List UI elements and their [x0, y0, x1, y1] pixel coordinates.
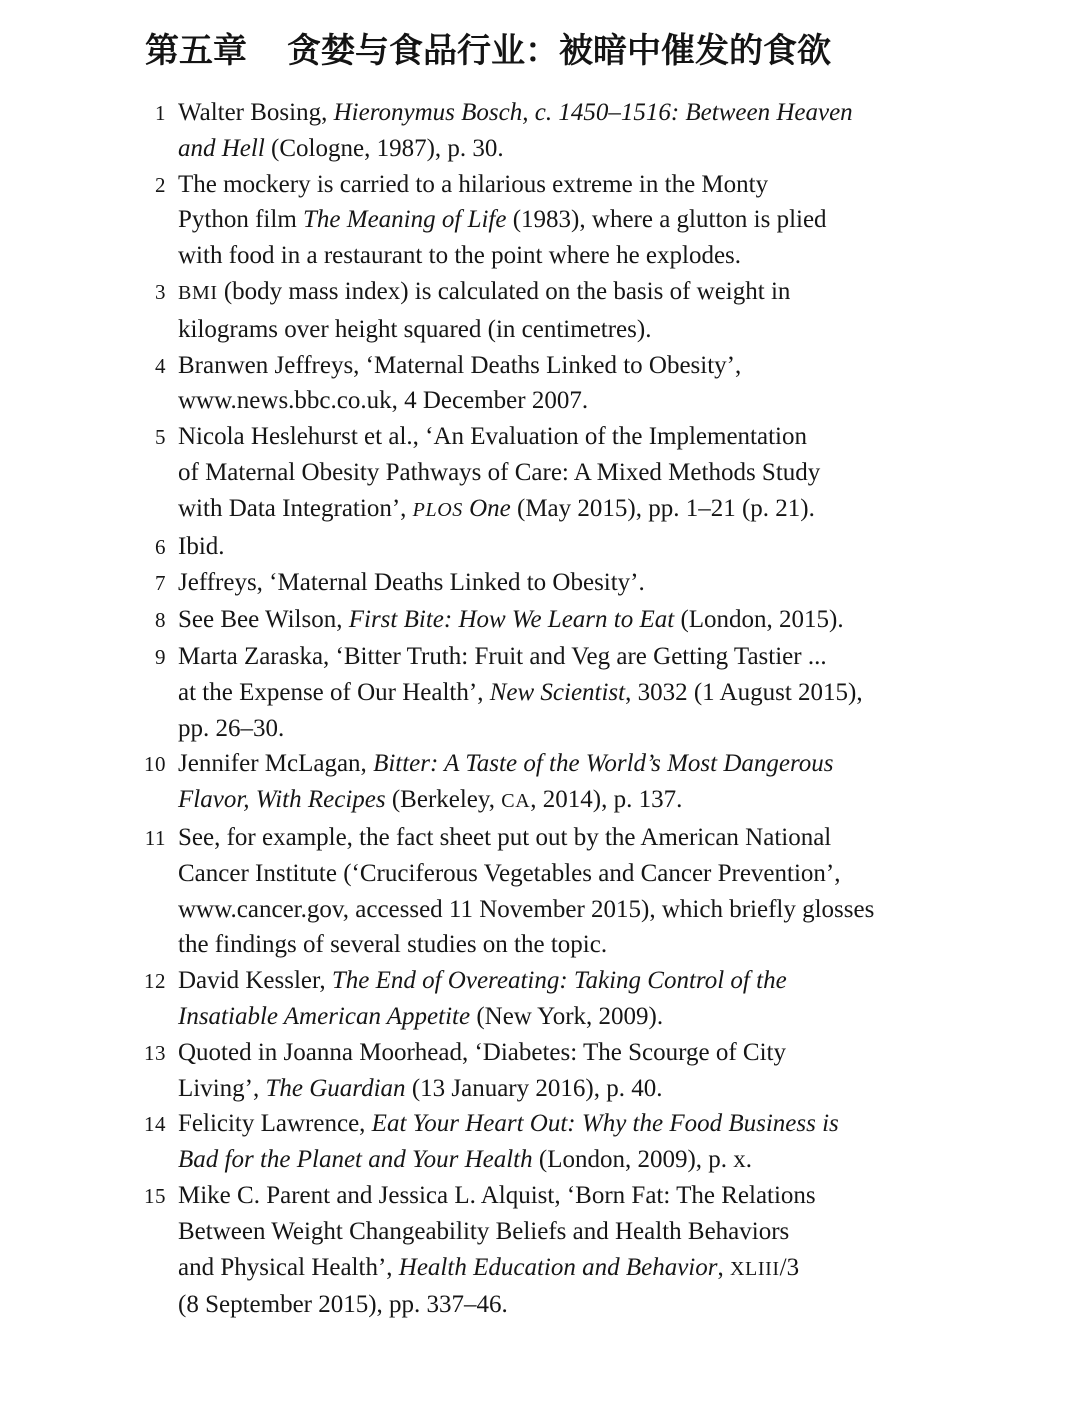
note-text-plain: (London, 2015).: [674, 606, 844, 634]
note-text-plain: Between Weight Changeability Beliefs and Health Behaviors: [178, 1217, 790, 1245]
note-text: [178, 348, 963, 420]
note-text-smallcaps: XLIII: [729, 1257, 780, 1280]
note-text: [178, 746, 963, 820]
note-text-plain: The mockery is carried to a hilarious extreme in the Monty: [178, 170, 769, 198]
note-text-plain: the findings of several studies on the topic.: [178, 931, 608, 959]
note-text-plain: (8 September 2015), pp. 337–46.: [178, 1291, 508, 1319]
note-text-plain: (13 January 2016), p. 40.: [405, 1074, 663, 1102]
note-number: 8: [155, 608, 166, 633]
note-text: [178, 1035, 963, 1107]
note-text-plain: (Berkeley,: [385, 786, 502, 814]
note-text: [178, 274, 963, 348]
note-text-plain: with Data Integration’,: [178, 494, 413, 522]
note-text-italic: Bitter: A Taste of the World’s Most Dangerous: [373, 750, 834, 778]
note-text-italic: First Bite: How We Learn to Eat: [348, 606, 675, 634]
note-item: [133, 419, 963, 528]
note-text-italic: The Meaning of Life: [303, 206, 507, 234]
note-text-plain: Marta Zaraska, ‘Bitter Truth: Fruit and Veg are Getting Tastier ...: [178, 642, 827, 670]
note-item: [133, 1106, 963, 1178]
note-text-plain: Cancer Institute (‘Cruciferous Vegetables and Cancer Prevention’,: [178, 859, 841, 887]
chapter-title: [145, 30, 963, 74]
notes-list: [133, 95, 963, 1323]
note-item: [133, 746, 963, 820]
note-item: [133, 639, 963, 746]
note-text-italic: The End of Overeating: Taking Control of the: [331, 967, 787, 995]
note-text-italic: Hieronymus Bosch, c. 1450–1516: Between Heaven: [333, 99, 853, 126]
note-text-plain: , 2014), p. 137.: [530, 786, 683, 814]
note-text-italic: One: [462, 494, 511, 522]
note-text: [178, 963, 963, 1035]
note-text: [178, 1106, 963, 1178]
note-text: [178, 820, 963, 963]
note-number: 3: [155, 279, 166, 304]
note-text: [178, 167, 963, 274]
note-item: [133, 348, 963, 420]
note-text: [178, 419, 963, 528]
note-text: [178, 95, 963, 167]
note-item: [133, 529, 963, 566]
note-text-plain: See, for example, the fact sheet put out by the American National: [178, 823, 832, 851]
note-text-plain: See Bee Wilson,: [178, 606, 349, 634]
note-number: 11: [144, 825, 166, 850]
note-text-plain: Living’,: [178, 1074, 266, 1102]
note-text-italic: Health Education and Behavior: [398, 1253, 718, 1281]
note-number: 13: [144, 1040, 166, 1065]
note-number: 2: [155, 172, 166, 197]
note-text-plain: Mike C. Parent and Jessica L. Alquist, ‘Born Fat: The Relations: [178, 1181, 816, 1209]
note-number: 14: [144, 1112, 166, 1137]
note-text: [178, 602, 963, 638]
note-number: 9: [155, 644, 166, 669]
note-text-italic: Flavor, With Recipes: [178, 786, 386, 814]
note-text-plain: Quoted in Joanna Moorhead, ‘Diabetes: The Scourge of City: [178, 1038, 786, 1066]
note-text: [178, 639, 963, 746]
note-text-plain: Felicity Lawrence,: [178, 1110, 372, 1138]
note-item: [133, 820, 963, 963]
note-text-plain: Nicola Heslehurst et al., ‘An Evaluation of the Implementation: [178, 423, 807, 451]
note-number: 12: [144, 969, 166, 994]
note-text-plain: (London, 2009), p. x.: [532, 1146, 753, 1174]
note-text-plain: Branwen Jeffreys, ‘Maternal Deaths Linked to Obesity’,: [178, 351, 742, 379]
note-text: [178, 565, 963, 601]
note-text-plain: Walter Bosing,: [178, 99, 334, 126]
note-item: [133, 167, 963, 274]
note-text-plain: (body mass index) is calculated on the basis of weight in: [217, 277, 791, 305]
note-text-italic: The Guardian: [265, 1074, 406, 1102]
note-item: [133, 1178, 963, 1323]
note-text-italic: New Scientist: [489, 678, 626, 706]
page-content: [133, 30, 963, 1323]
note-text-italic: Bad for the Planet and Your Health: [178, 1146, 533, 1174]
note-text-plain: www.cancer.gov, accessed 11 November 2015), which briefly glosses: [178, 895, 875, 923]
chapter-title-text: 贪婪与食品行业：被暗中催发的食欲: [287, 33, 831, 70]
note-item: [133, 95, 963, 167]
note-text-plain: (New York, 2009).: [470, 1002, 664, 1030]
note-text-plain: Jennifer McLagan,: [178, 750, 374, 778]
note-text-plain: (1983), where a glutton is plied: [506, 206, 827, 234]
note-text-plain: Ibid.: [178, 532, 225, 560]
note-text-plain: of Maternal Obesity Pathways of Care: A Mixed Methods Study: [178, 458, 821, 486]
note-text-plain: at the Expense of Our Health’,: [178, 678, 490, 706]
note-item: [133, 963, 963, 1035]
note-text-italic: and Hell: [178, 134, 265, 162]
note-text-smallcaps: BMI: [178, 281, 218, 304]
note-text-plain: and Physical Health’,: [178, 1253, 399, 1281]
note-text-italic: PLOS: [412, 498, 463, 521]
note-text-plain: Python film: [178, 206, 304, 234]
note-item: [133, 274, 963, 348]
note-text-plain: ,: [717, 1253, 730, 1281]
note-number: 1: [155, 101, 166, 125]
note-text-plain: Jeffreys, ‘Maternal Deaths Linked to Obesity’.: [178, 569, 645, 597]
note-text-plain: , 3032 (1 August 2015),: [625, 678, 863, 706]
note-text-plain: pp. 26–30.: [178, 714, 285, 742]
note-text-plain: (Cologne, 1987), p. 30.: [264, 134, 504, 162]
note-text-italic: Eat Your Heart Out: Why the Food Business is: [371, 1110, 839, 1138]
note-number: 4: [155, 353, 166, 378]
note-text: [178, 1178, 963, 1323]
note-item: [133, 602, 963, 639]
note-number: 5: [155, 425, 166, 450]
note-text-plain: with food in a restaurant to the point where he explodes.: [178, 242, 742, 270]
note-item: [133, 1035, 963, 1107]
note-text-plain: www.news.bbc.co.uk, 4 December 2007.: [178, 387, 589, 415]
note-number: 6: [155, 534, 166, 559]
note-text-plain: David Kessler,: [178, 967, 332, 995]
note-number: 15: [144, 1183, 166, 1208]
note-text-plain: (May 2015), pp. 1–21 (p. 21).: [510, 494, 815, 522]
note-text-smallcaps: CA: [501, 790, 531, 813]
chapter-number: 第五章: [145, 33, 247, 70]
note-text-plain: /3: [779, 1253, 800, 1281]
note-text-italic: Insatiable American Appetite: [178, 1002, 471, 1030]
note-number: 7: [155, 571, 166, 596]
note-item: [133, 565, 963, 602]
note-text-plain: kilograms over height squared (in centimetres).: [178, 315, 652, 343]
note-text: [178, 529, 963, 565]
note-number: 10: [144, 752, 166, 777]
